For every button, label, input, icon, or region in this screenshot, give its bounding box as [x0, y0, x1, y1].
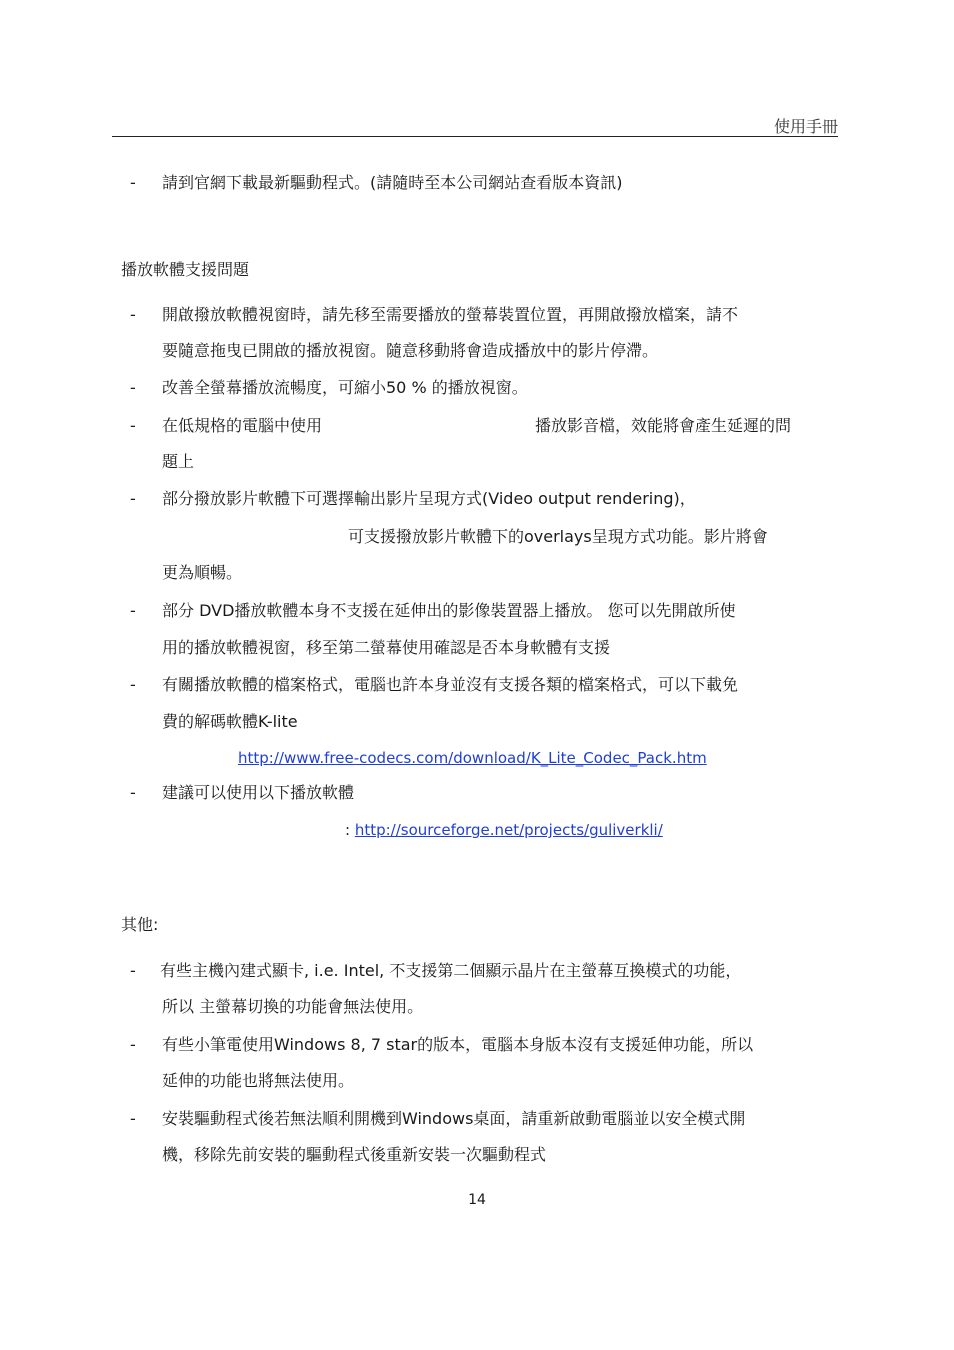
list-item-line: 所以 主螢幕切換的功能會無法使用。: [162, 997, 424, 1016]
list-item-line: 有關播放軟體的檔案格式，電腦也許本身並沒有支援各類的檔案格式，可以下載免: [162, 675, 739, 694]
list-item-line: 題上: [162, 452, 195, 471]
bullet-dash: -: [130, 783, 136, 802]
list-item-line: 開啟撥放軟體視窗時，請先移至需要播放的螢幕裝置位置，再開啟撥放檔案，請不: [162, 305, 739, 324]
list-item-line: 用的播放軟體視窗，移至第二螢幕使用確認是否本身軟體有支援: [162, 638, 611, 657]
section-heading-playback: 播放軟體支援問題: [121, 260, 250, 279]
bullet-dash: -: [130, 961, 136, 980]
klite-download-link[interactable]: http://www.free-codecs.com/download/K_Lite_Codec_Pack.htm: [238, 749, 707, 767]
intro-text: 請到官網下載最新驅動程式。(請隨時至本公司網站查看版本資訊): [162, 173, 623, 192]
list-item-line: 改善全螢幕播放流暢度，可縮小50 % 的播放視窗。: [162, 378, 528, 397]
list-item-line: 延伸的功能也將無法使用。: [162, 1071, 355, 1090]
list-item-line: 播放影音檔，效能將會產生延遲的問: [535, 416, 792, 435]
list-item-line: 在低規格的電腦中使用: [162, 416, 323, 435]
link-prefix: :: [345, 821, 355, 839]
list-item-line: 有些小筆電使用Windows 8, 7 star的版本，電腦本身版本沒有支援延伸功能，所以: [162, 1035, 754, 1054]
list-item-line: 有些主機內建式顯卡, i.e. Intel, 不支援第二個顯示晶片在主螢幕互換模式的功能，: [160, 961, 742, 980]
list-item-line: 部分 DVD播放軟體本身不支援在延伸出的影像裝置器上播放。 您可以先開啟所使: [162, 601, 736, 620]
page-header: [112, 112, 838, 137]
list-item-line: 更為順暢。: [162, 563, 243, 582]
page-number: 14: [468, 1192, 486, 1208]
list-item-line: 安裝驅動程式後若無法順利開機到Windows桌面，請重新啟動電腦並以安全模式開: [162, 1109, 746, 1128]
list-item-line: 部分撥放影片軟體下可選擇輸出影片呈現方式(Video output rendering)，: [162, 489, 696, 508]
bullet-dash: -: [130, 489, 136, 508]
bullet-dash: -: [130, 1035, 136, 1054]
list-item-line: 建議可以使用以下播放軟體: [162, 783, 355, 802]
bullet-dash: -: [130, 416, 136, 435]
bullet-dash: -: [130, 305, 136, 324]
list-item-line: 機，移除先前安裝的驅動程式後重新安裝一次驅動程式: [162, 1145, 547, 1164]
list-item-line: 要隨意拖曳已開啟的播放視窗。隨意移動將會造成播放中的影片停滯。: [162, 341, 659, 360]
bullet-dash: -: [130, 675, 136, 694]
list-item-line: 費的解碼軟體K-lite: [162, 712, 298, 731]
list-item-line: 可支援撥放影片軟體下的overlays呈現方式功能。影片將會: [348, 527, 768, 546]
bullet-dash: -: [130, 378, 136, 397]
header-title: 使用手冊: [773, 117, 838, 136]
bullet-dash: -: [130, 173, 136, 192]
guliverkli-link[interactable]: http://sourceforge.net/projects/guliverkli/: [354, 821, 663, 839]
section-heading-other: 其他:: [121, 915, 159, 934]
bullet-dash: -: [130, 601, 136, 620]
bullet-dash: -: [130, 1109, 136, 1128]
